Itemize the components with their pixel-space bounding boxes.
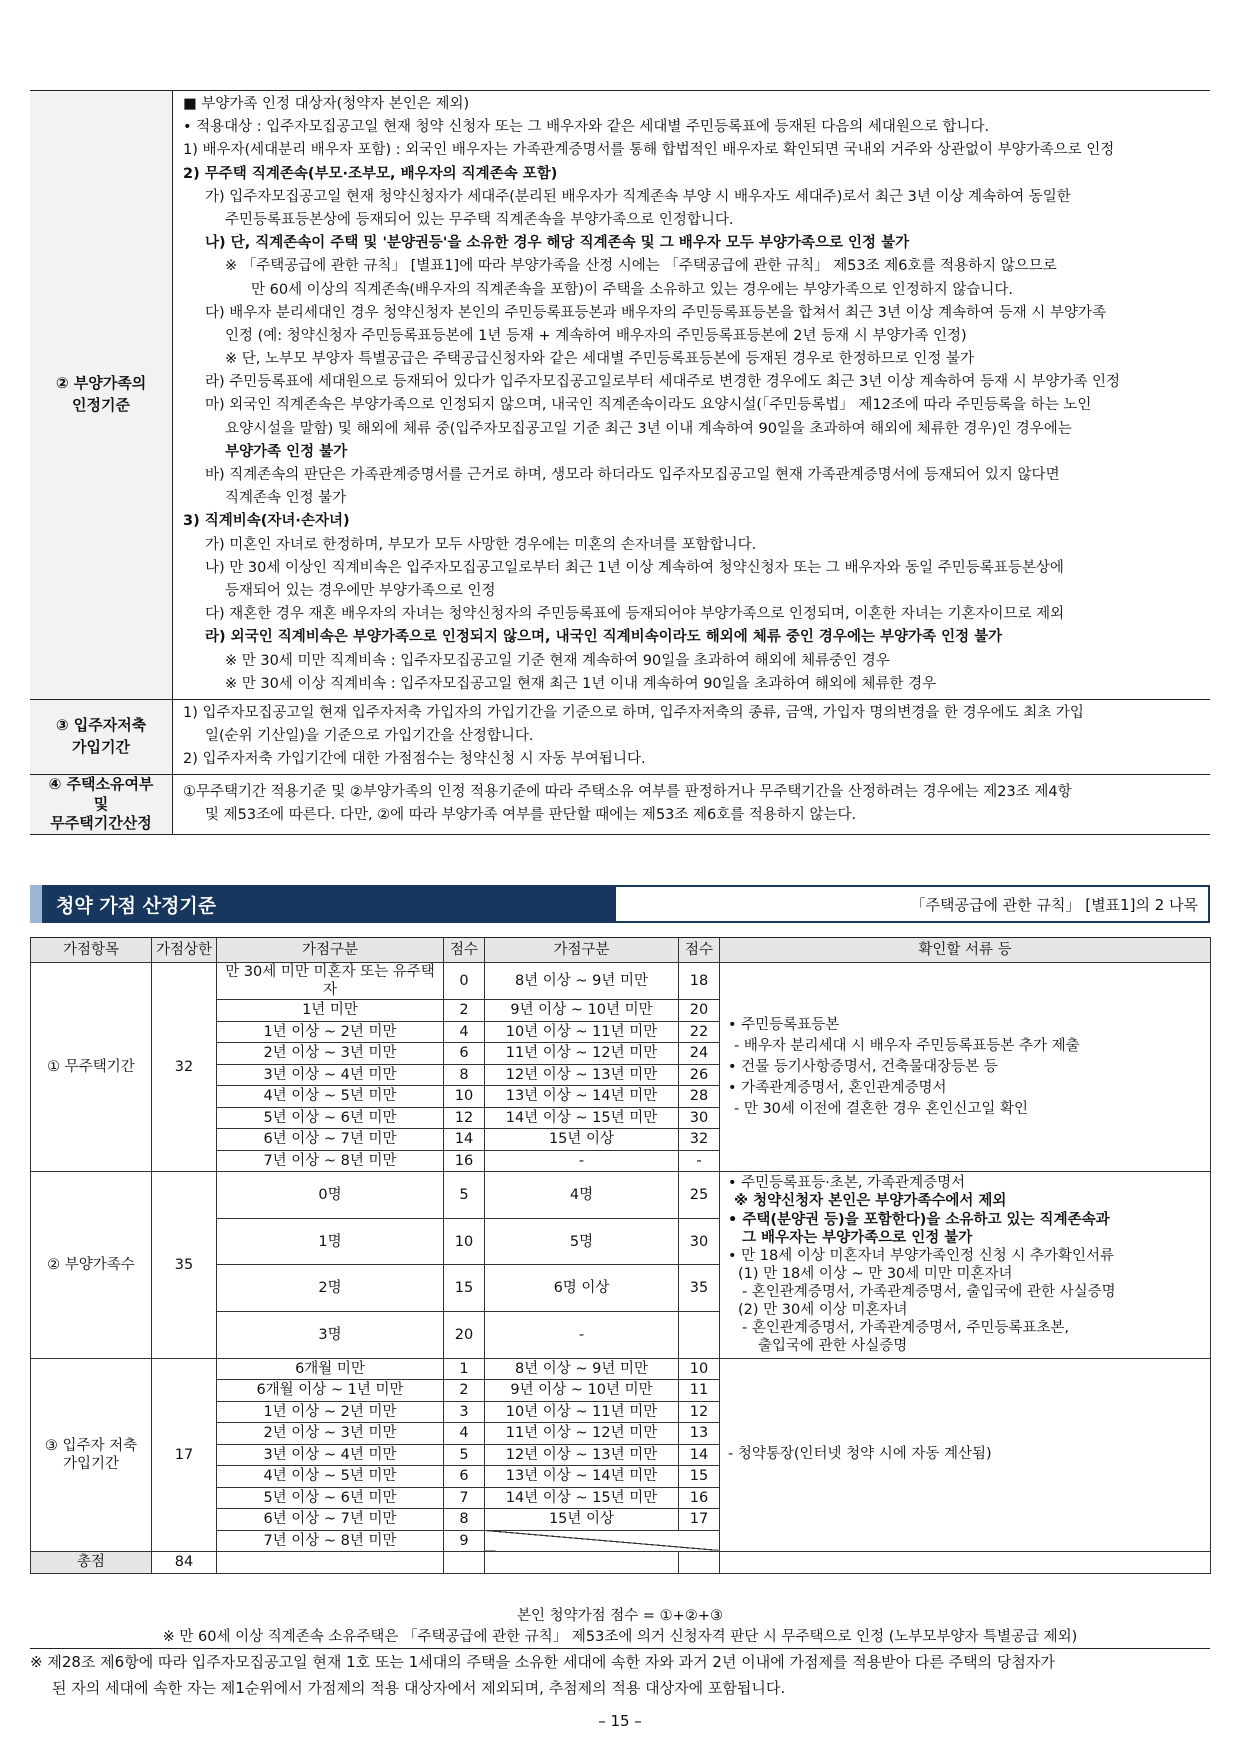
age60-footnote: ※ 만 60세 이상 직계존속 소유주택은 「주택공급에 관한 규칙」 제53조에 의거 신청자격 판단 시 무주택으로 인정 (노부모부양자 특별공급 제외)	[30, 1625, 1210, 1649]
table-row: 3년 이상 ~ 4년 미만 5 12년 이상 ~ 13년 미만 14	[31, 1444, 1211, 1466]
table-row: 4년 이상 ~ 5년 미만 6 13년 이상 ~ 14년 미만 15	[31, 1466, 1211, 1488]
homeless-max: 32	[152, 963, 217, 1172]
section-header-bar	[30, 885, 1210, 923]
table-row: 3년 이상 ~ 4년 미만 8 12년 이상 ~ 13년 미만 26	[31, 1064, 1211, 1086]
criteria-line: 마) 외국인 직계존속은 부양가족으로 인정되지 않으며, 내국인 직계존속이라도 요양시설(「주민등록법」 제12조에 따라 주민등록을 하는 노인	[205, 397, 1092, 414]
savings-criteria-body	[173, 699, 1211, 775]
ownership-criteria-body	[173, 775, 1211, 835]
total-label: 총점	[31, 1552, 152, 1574]
criteria-line: 나) 단, 직계존속이 주택 및 '분양권등'을 소유한 경우 해당 직계존속 및 그 배우자 모두 부양가족으로 인정 불가	[205, 235, 910, 252]
criteria-line: 라) 외국인 직계비속은 부양가족으로 인정되지 않으며, 내국인 직계비속이라도 해외에 체류 중인 경우에는 부양가족 인정 불가	[205, 629, 1003, 646]
criteria-line: 바) 직계존속의 판단은 가족관계증명서를 근거로 하며, 생모라 하더라도 입주자모집공고일 현재 가족관계증명서에 등재되어 있지 않다면	[205, 467, 1060, 483]
table-row: 2년 이상 ~ 3년 미만 6 11년 이상 ~ 12년 미만 24	[31, 1043, 1211, 1065]
dependents-docs: • 주민등록표등·초본, 가족관계증명서 ※ 청약신청자 본인은 부양가족수에서 제외 • 주택(분양권 등)을 포함한다)을 소유하고 있는 직계존속과 그 배우자는 부양가족으로 인정 불가 • 만 18세 이상 미혼자녀 부양가족인정 신청 시 추가확인서류 (1) 만 18세 이상 ~ 만 30세 미만 미혼자녀 - 혼인관계증명서, 가족관계증명서, 출입국에 관한 사실증명 (2) 만 30세 이상 미혼자녀 - 혼인관계증명서, 가족관계증명서, 주민등록표초본, 출입국에 관한 사실증명	[720, 1172, 1211, 1358]
savings-max: 17	[152, 1358, 217, 1552]
criteria-section	[30, 90, 1210, 835]
savings-criteria-row	[30, 699, 1210, 775]
score-table-header	[31, 938, 1211, 963]
dependents-max: 35	[152, 1172, 217, 1358]
dependents-criteria-label: ② 부양가족의 인정기준	[30, 91, 173, 700]
dependents-item: ② 부양가족수	[31, 1172, 152, 1358]
table-row: ③ 입주자 저축 가입기간 17 6개월 미만 1 8년 이상 ~ 9년 미만 10 - 청약통장(인터넷 청약 시에 자동 계산됨)	[31, 1358, 1211, 1380]
table-row: 1년 이상 ~ 2년 미만 3 10년 이상 ~ 11년 미만 12	[31, 1401, 1211, 1423]
criteria-line: 가) 미혼인 자녀로 한정하며, 부모가 모두 사망한 경우에는 미혼의 손자녀를 포함합니다.	[205, 536, 757, 553]
total-value: 84	[152, 1552, 217, 1574]
criteria-line: 가) 입주자모집공고일 현재 청약신청자가 세대주(분리된 배우자가 직계존속 부양 시 배우자도 세대주)로서 최근 3년 이상 계속하여 동일한	[205, 188, 1071, 205]
table-row: 2년 이상 ~ 3년 미만 4 11년 이상 ~ 12년 미만 13	[31, 1423, 1211, 1445]
criteria-line: ■ 부양가족 인정 대상자(청약자 본인은 제외)	[183, 96, 470, 112]
table-row: ① 무주택기간 32 만 30세 미만 미혼자 또는 유주택자 0 8년 이상 ~ 9년 미만 18 • 주민등록표등본 - 배우자 분리세대 시 배우자 주민등록표등본 추가 제출 • 건물 등기사항증명서, 건축물대장등본 등 • 가족관계증명서, 혼인관계증명서 - 만 30세 이전에 결혼한 경우 혼인신고일 확인	[31, 963, 1211, 1000]
ownership-criteria-row	[30, 775, 1210, 835]
table-row: 3명 20 -	[31, 1311, 1211, 1358]
criteria-line: 요양시설을 말함) 및 해외에 체류 중(입주자모집공고일 기준 최근 3년 이내 계속하여 90일을 초과하여 해외에 체류한 경우)인 경우에는	[225, 420, 1072, 437]
criteria-line: 1) 배우자(세대분리 배우자 포함) : 외국인 배우자는 가족관계증명서를 통해 합법적인 배우자로 확인되면 국내외 거주와 상관없이 부양가족으로 인정	[183, 142, 1115, 159]
score-formula: 본인 청약가점 점수 = ①+②+③	[517, 1608, 723, 1624]
table-row: 4년 이상 ~ 5년 미만 10 13년 이상 ~ 14년 미만 28	[31, 1086, 1211, 1108]
criteria-line: ※ 만 30세 미만 직계비속 : 입주자모집공고일 기준 현재 계속하여 90일을 초과하여 해외에 체류중인 경우	[225, 652, 890, 669]
header-cell: 확인할 서류 등	[720, 938, 1211, 963]
savings-criteria-label: ③ 입주자저축 가입기간	[30, 699, 173, 775]
criteria-line: 및 제53조에 따른다. 다만, ②에 따라 부양가족 여부를 판단할 때에는 제53조 제6호를 적용하지 않는다.	[205, 807, 857, 824]
table-row: 7년 이상 ~ 8년 미만 16 - -	[31, 1150, 1211, 1172]
table-row: 7년 이상 ~ 8년 미만 9	[31, 1530, 1211, 1552]
criteria-line: 다) 재혼한 경우 재혼 배우자의 자녀는 청약신청자의 주민등록표에 등재되어야 부양가족으로 인정되며, 이혼한 자녀는 기혼자이므로 제외	[205, 606, 1065, 623]
savings-item: ③ 입주자 저축 가입기간	[31, 1358, 152, 1552]
header-cell: 점수	[679, 938, 720, 963]
criteria-line: ①무주택기간 적용기준 및 ②부양가족의 인정 적용기준에 따라 주택소유 여부를 판정하거나 무주택기간을 산정하려는 경우에는 제23조 제4항	[183, 784, 1072, 800]
homeless-item: ① 무주택기간	[31, 963, 152, 1172]
criteria-line: 부양가족 인정 불가	[225, 443, 348, 460]
section-reference: 「주택공급에 관한 규칙」 [별표1]의 2 나목	[616, 887, 1208, 921]
page-number: – 15 –	[598, 1712, 642, 1730]
criteria-line: 1) 입주자모집공고일 현재 입주자저축 가입자의 가입기간을 기준으로 하며, 입주자저축의 종류, 금액, 가입자 명의변경을 한 경우에도 최초 가입	[183, 704, 1084, 721]
header-cell: 가점구분	[217, 938, 444, 963]
table-row: 1년 이상 ~ 2년 미만 4 10년 이상 ~ 11년 미만 22	[31, 1021, 1211, 1043]
criteria-line: 다) 배우자 분리세대인 경우 청약신청자 본인의 주민등록표등본과 배우자의 주민등록표등본을 합쳐서 최근 3년 이상 계속하여 등재 시 부양가족	[205, 304, 1107, 321]
criteria-line: 3) 직계비속(자녀·손자녀)	[183, 513, 350, 530]
homeless-docs: • 주민등록표등본 - 배우자 분리세대 시 배우자 주민등록표등본 추가 제출 • 건물 등기사항증명서, 건축물대장등본 등 • 가족관계증명서, 혼인관계증명서 - 만 30세 이전에 결혼한 경우 혼인신고일 확인	[720, 963, 1211, 1172]
savings-docs: - 청약통장(인터넷 청약 시에 자동 계산됨)	[720, 1358, 1211, 1552]
criteria-line: 직계존속 인정 불가	[225, 490, 347, 507]
criteria-line: ※ 「주택공급에 관한 규칙」 [별표1]에 따라 부양가족을 산정 시에는 「주택공급에 관한 규칙」 제53조 제6호를 적용하지 않으므로	[225, 258, 1057, 275]
criteria-line: 일(순위 기산일)을 기준으로 가입기간을 산정합니다.	[205, 728, 534, 745]
criteria-line: • 적용대상 : 입주자모집공고일 현재 청약 신청자 또는 그 배우자와 같은 세대별 주민등록표에 등재된 다음의 세대원으로 합니다.	[183, 119, 990, 136]
table-row: 2명 15 6명 이상 35	[31, 1265, 1211, 1312]
bottom-note: ※ 제28조 제6항에 따라 입주자모집공고일 현재 1호 또는 1세대의 주택을 소유한 세대에 속한 자와 과거 2년 이내에 가점제를 적용받아 다른 주택의 당첨자가 된 자의 세대에 속한 자는 제1순위에서 가점제의 적용 대상자에서 제외되며, 추첨제의 적용 대상자에 포함됩니다.	[30, 1653, 1055, 1698]
criteria-line: 인정 (예: 청약신청자 주민등록표등본에 1년 등재 + 계속하여 배우자의 주민등록표등본에 2년 등재 시 부양가족 인정)	[225, 327, 967, 344]
score-table	[30, 937, 1211, 1574]
header-cell: 점수	[444, 938, 485, 963]
diagonal-cell	[485, 1530, 720, 1552]
criteria-line: 주민등록표등본상에 등재되어 있는 무주택 직계존속을 부양가족으로 인정합니다.	[225, 211, 734, 228]
table-row: 6년 이상 ~ 7년 미만 8 15년 이상 17	[31, 1509, 1211, 1531]
criteria-line: 라) 주민등록표에 세대원으로 등재되어 있다가 입주자모집공고일로부터 세대주로 변경한 경우에도 최근 3년 이상 계속하여 등재 시 부양가족 인정	[205, 374, 1121, 391]
criteria-line: ※ 단, 노부모 부양자 특별공급은 주택공급신청자와 같은 세대별 주민등록표등본에 등재된 경우로 한정하므로 인정 불가	[225, 351, 975, 368]
section-title: 청약 가점 산정기준	[56, 894, 217, 917]
criteria-line: 만 60세 이상의 직계존속(배우자의 직계존속을 포함)이 주택을 소유하고 있는 경우에는 부양가족으로 인정하지 않습니다.	[251, 281, 1014, 298]
table-row: 1명 10 5명 30	[31, 1218, 1211, 1265]
criteria-line: 2) 무주택 직계존속(부모·조부모, 배우자의 직계존속 포함)	[183, 165, 558, 182]
header-cell: 가점항목	[31, 938, 152, 963]
table-row: 6개월 이상 ~ 1년 미만 2 9년 이상 ~ 10년 미만 11	[31, 1380, 1211, 1402]
section-bar-accent	[30, 885, 42, 923]
criteria-line: 2) 입주자저축 가입기간에 대한 가점점수는 청약신청 시 자동 부여됩니다.	[183, 751, 646, 768]
criteria-line: ※ 만 30세 이상 직계비속 : 입주자모집공고일 현재 최근 1년 이내 계속하여 90일을 초과하여 해외에 체류한 경우	[225, 675, 937, 692]
table-row: 5년 이상 ~ 6년 미만 7 14년 이상 ~ 15년 미만 16	[31, 1487, 1211, 1509]
dependents-criteria-body	[173, 91, 1211, 700]
table-row: ② 부양가족수 35 0명 5 4명 25 • 주민등록표등·초본, 가족관계증명서 ※ 청약신청자 본인은 부양가족수에서 제외 • 주택(분양권 등)을 포함한다)을 소유하고 있는 직계존속과 그 배우자는 부양가족으로 인정 불가 • 만 18세 이상 미혼자녀 부양가족인정 신청 시 추가확인서류 (1) 만 18세 이상 ~ 만 30세 미만 미혼자녀 - 혼인관계증명서, 가족관계증명서, 출입국에 관한 사실증명 (2) 만 30세 이상 미혼자녀 - 혼인관계증명서, 가족관계증명서, 주민등록표초본, 출입국에 관한 사실증명	[31, 1172, 1211, 1219]
table-row: 5년 이상 ~ 6년 미만 12 14년 이상 ~ 15년 미만 30	[31, 1107, 1211, 1129]
header-cell: 가점상한	[152, 938, 217, 963]
ownership-criteria-label: ④ 주택소유여부 및 무주택기간산정	[30, 775, 173, 835]
table-row: 6년 이상 ~ 7년 미만 14 15년 이상 32	[31, 1129, 1211, 1151]
criteria-line: 등재되어 있는 경우에만 부양가족으로 인정	[225, 582, 496, 599]
total-row	[31, 1552, 1211, 1574]
criteria-table	[30, 90, 1210, 835]
criteria-line: 나) 만 30세 이상인 직계비속은 입주자모집공고일로부터 최근 1년 이상 계속하여 청약신청자 또는 그 배우자와 동일 주민등록표등본상에	[205, 559, 1064, 576]
table-row: 1년 미만 2 9년 이상 ~ 10년 미만 20	[31, 1000, 1211, 1022]
dependents-criteria-row	[30, 91, 1210, 700]
header-cell: 가점구분	[485, 938, 679, 963]
